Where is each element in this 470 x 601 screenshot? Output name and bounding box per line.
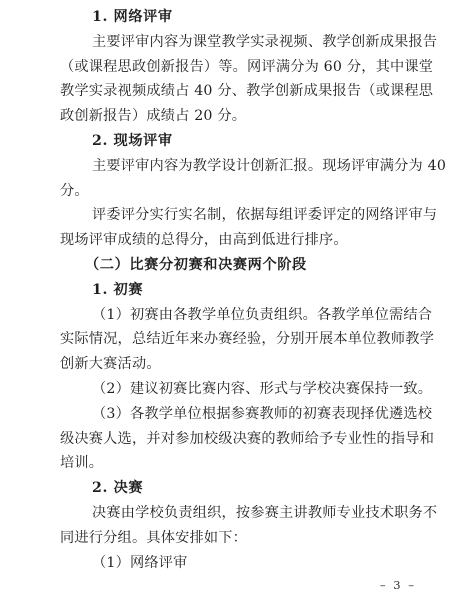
paragraph-line: 分。 bbox=[60, 182, 89, 199]
paragraph-line: 评委评分实行实名制，依据每组评委评定的网络评审与 bbox=[92, 207, 438, 224]
subsection-heading-preliminary: 1. 初赛 bbox=[92, 281, 144, 298]
list-item-line: （1）网络评审 bbox=[92, 554, 188, 571]
part-heading-two-stages: （二）比赛分初赛和决赛两个阶段 bbox=[85, 257, 307, 273]
paragraph-line: （或课程思政创新报告）等。网评满分为 60 分，其中课堂 bbox=[60, 58, 434, 75]
list-item-line: 级决赛人选，并对参加校级决赛的教师给予专业性的指导和 bbox=[60, 430, 435, 447]
paragraph-line: 主要评审内容为教学设计创新汇报。现场评审满分为 40 bbox=[92, 157, 447, 174]
list-item-line: （3）各教学单位根据参赛教师的初赛表现择优遴选校 bbox=[92, 405, 433, 422]
section-heading-online-review: 1. 网络评审 bbox=[92, 9, 173, 25]
paragraph-line: 政创新报告）成绩占 20 分。 bbox=[60, 108, 247, 125]
paragraph-line: 主要评审内容为课堂教学实录视频、教学创新成果报告 bbox=[92, 33, 438, 50]
section-heading-onsite-review: 2. 现场评审 bbox=[92, 133, 173, 149]
list-item-line: （2）建议初赛比赛内容、形式与学校决赛保持一致。 bbox=[92, 381, 433, 397]
list-item-line: 实际情况，总结近年来办赛经验，分别开展本单位教师教学 bbox=[60, 331, 435, 348]
paragraph-line: 同进行分组。具体安排如下： bbox=[60, 529, 248, 546]
subsection-heading-final: 2. 决赛 bbox=[92, 480, 144, 497]
paragraph-line: 现场评审成绩的总得分，由高到低进行排序。 bbox=[60, 232, 348, 249]
list-item-line: 培训。 bbox=[60, 455, 104, 472]
paragraph-line: 决赛由学校负责组织，按参赛主讲教师专业技术职务不 bbox=[92, 505, 438, 521]
paragraph-line: 教学实录视频成绩占 40 分、教学创新成果报告（或课程思 bbox=[60, 83, 434, 100]
list-item-line: （1）初赛由各教学单位负责组织。各教学单位需结合 bbox=[92, 306, 433, 323]
list-item-line: 创新大赛活动。 bbox=[60, 356, 161, 373]
page-number: – 3 – bbox=[379, 578, 416, 592]
